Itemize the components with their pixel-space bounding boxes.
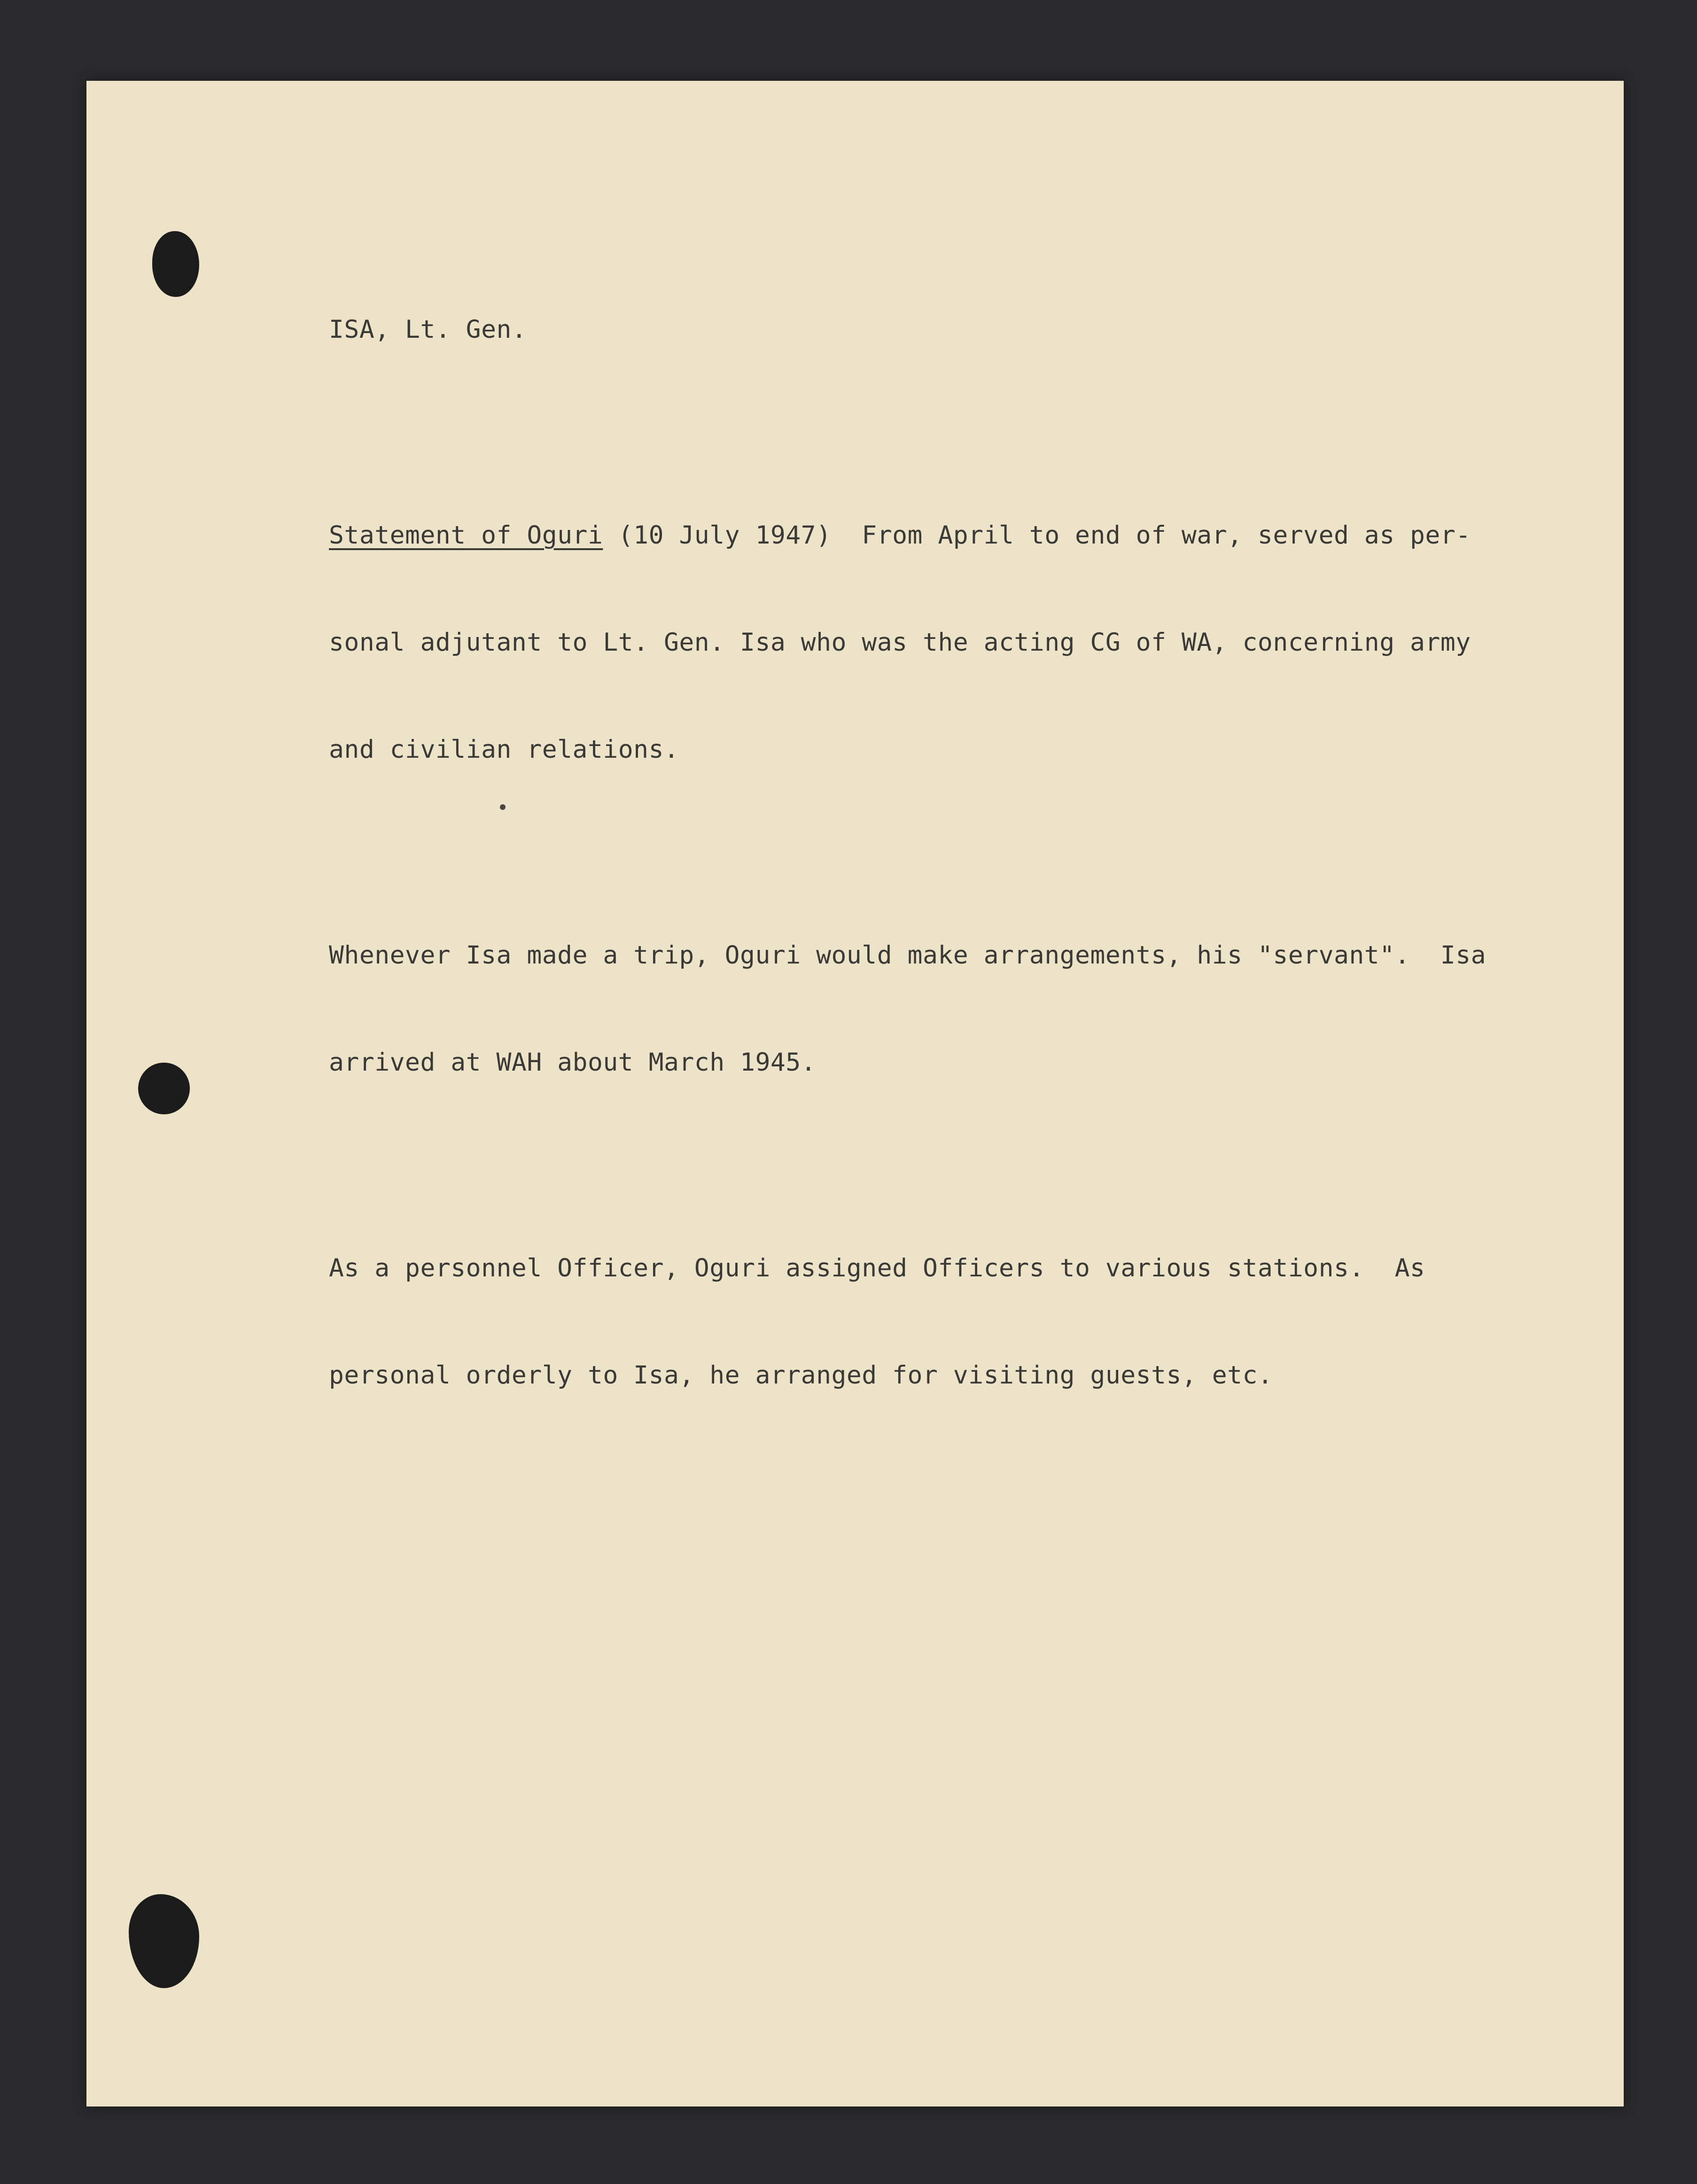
statement-title: Statement of Oguri: [329, 521, 603, 550]
paragraph-1-line-3: and civilian relations.: [329, 735, 679, 764]
paragraph-3-line-2: personal orderly to Isa, he arranged for visiting guests, etc.: [329, 1361, 1273, 1390]
paragraph-2-line-1: Whenever Isa made a trip, Oguri would make arrangements, his "servant". Isa: [329, 941, 1487, 970]
paragraph-2-line-2: arrived at WAH about March 1945.: [329, 1048, 817, 1077]
typed-text-body: [329, 241, 1597, 1492]
paragraph-1-line-1: [329, 518, 1597, 553]
punch-hole-top: [152, 231, 199, 297]
heading-text: ISA, Lt. Gen.: [329, 315, 527, 344]
paragraph-statement: [329, 446, 1597, 839]
document-page: [86, 81, 1624, 2106]
paragraph-1-line-1-rest: (10 July 1947) From April to end of war, served as per-: [603, 521, 1471, 550]
punch-hole-middle: [138, 1063, 190, 1114]
paragraph-1-line-2: sonal adjutant to Lt. Gen. Isa who was the acting CG of WA, concerning army: [329, 628, 1471, 657]
punch-hole-bottom: [129, 1894, 199, 1988]
paragraph-personnel: [329, 1179, 1597, 1465]
heading: [329, 241, 1597, 419]
paragraph-3-line-1: As a personnel Officer, Oguri assigned Officers to various stations. As: [329, 1254, 1425, 1282]
paragraph-trip: [329, 866, 1597, 1152]
